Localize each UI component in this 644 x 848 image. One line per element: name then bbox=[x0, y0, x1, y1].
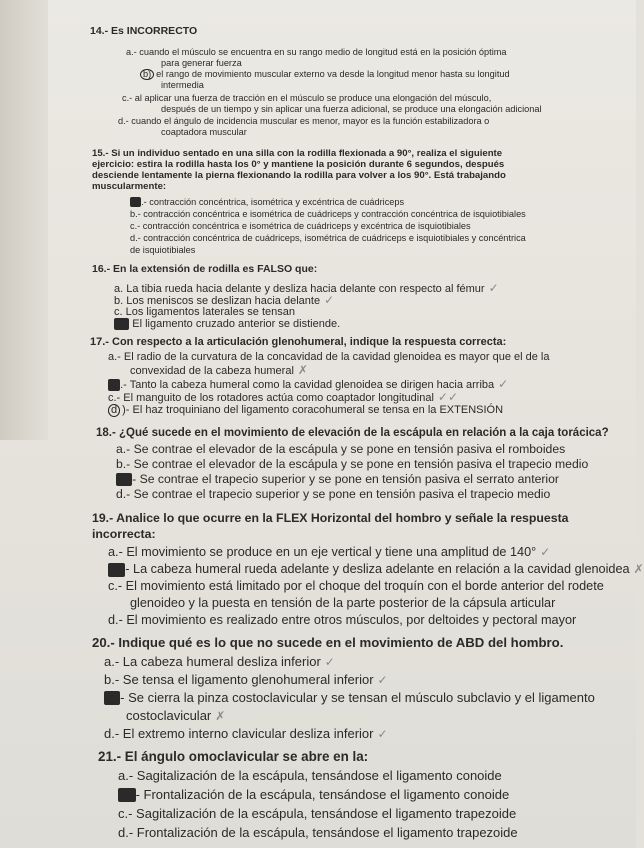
q14-option-a-line1: a.- cuando el músculo se encuentra en su rango medio de longitud está en la posición óptima bbox=[126, 47, 507, 57]
q15-option-a bbox=[130, 197, 404, 207]
q20-option-b-text: b.- Se tensa el ligamento glenohumeral inferior bbox=[104, 672, 374, 687]
q14-option-c-line2: después de un tiempo y sin aplicar una fuerza adicional, se produce una elongación adicional bbox=[161, 104, 542, 114]
q17-b-highlight: b bbox=[108, 379, 120, 391]
cross-icon: ✗ bbox=[297, 363, 308, 377]
cross-icon: ✗ bbox=[633, 562, 644, 576]
q19-option-b bbox=[108, 563, 644, 577]
q20-option-d bbox=[104, 727, 388, 741]
cross-icon: ✗ bbox=[215, 709, 226, 723]
q20-option-c-line2-text: costoclavicular bbox=[126, 708, 212, 723]
check-icon: ✓ bbox=[324, 293, 335, 307]
q14-title: 14.- Es INCORRECTO bbox=[90, 25, 198, 37]
q17-d-circle: d bbox=[108, 404, 120, 417]
q18-option-d: d.- Se contrae el trapecio superior y se pone en tensión pasiva el trapecio medio bbox=[116, 487, 551, 501]
q15-option-b: b.- contracción concéntrica e isométrica de cuádriceps y contracción concéntrica de isquiotibiales bbox=[130, 209, 526, 219]
q21-option-d: d.- Frontalización de la escápula, tensándose el ligamento trapezoide bbox=[118, 825, 518, 840]
q17-option-d-text: )- El haz troquiniano del ligamento coracohumeral se tensa en la EXTENSIÓN bbox=[122, 404, 504, 416]
q15-title-line2: ejercicio: estira la rodilla hasta los 0° y mantiene la posición durante 6 segundos, después bbox=[92, 159, 505, 170]
q19-option-d: d.- El movimiento es realizado entre otros músculos, por deltoides y pectoral mayor bbox=[108, 613, 577, 627]
q20-option-b bbox=[104, 673, 388, 687]
q14-option-b bbox=[140, 69, 510, 80]
q19-option-a bbox=[108, 546, 550, 560]
q15-option-a-text: .- contracción concéntrica, isométrica y excéntrica de cuádriceps bbox=[141, 197, 405, 207]
q17-option-a-line2 bbox=[130, 364, 308, 377]
q14-option-a-line2: para generar fuerza bbox=[161, 58, 242, 68]
q17-title: 17.- Con respecto a la articulación glenohumeral, indique la respuesta correcta: bbox=[90, 336, 507, 348]
q21-option-c: c.- Sagitalización de la escápula, tensándose el ligamento trapezoide bbox=[118, 806, 517, 821]
q18-c-highlight: c) bbox=[116, 473, 132, 486]
q15-option-d-line1: d.- contracción concéntrica de cuádriceps, isométrica de cuádriceps e isquiotibiales y concéntrica bbox=[130, 233, 526, 243]
q16-d-highlight: d. bbox=[114, 318, 129, 330]
q15-option-d-line2: de isquiotibiales bbox=[130, 245, 196, 255]
q17-option-a-line1: a.- El radio de la curvatura de la concavidad de la cavidad glenoidea es mayor que el de la bbox=[108, 351, 550, 363]
q14-option-d-line1: d.- cuando el ángulo de incidencia muscular es menor, mayor es la función estabilizadora o bbox=[118, 116, 490, 126]
q17-option-c-text: c.- El manguito de los rotadores actúa como coaptador longitudinal bbox=[108, 392, 434, 404]
q15-title-line1: 15.- Si un individuo sentado en una silla con la rodilla flexionada a 90°, realiza el siguiente bbox=[92, 148, 503, 159]
q21-option-a: a.- Sagitalización de la escápula, tensándose el ligamento conoide bbox=[118, 768, 502, 783]
q20-option-c-line2 bbox=[126, 709, 225, 723]
page-edge-shadow bbox=[0, 0, 48, 440]
q19-option-a-text: a.- El movimiento se produce en un eje vertical y tiene una amplitud de 140° bbox=[108, 545, 537, 559]
q20-option-d-text: d.- El extremo interno clavicular desliza inferior bbox=[104, 726, 374, 741]
q20-option-a bbox=[104, 655, 335, 669]
check-icon: ✓ bbox=[377, 673, 388, 687]
q18-option-c-text: - Se contrae el trapecio superior y se pone en tensión pasiva el serrato anterior bbox=[132, 472, 559, 486]
q15-option-c: c.- contracción concéntrica e isométrica de cuádriceps y excéntrica de isquiotibiales bbox=[130, 221, 471, 231]
q17-option-a-line2-text: convexidad de la cabeza humeral bbox=[130, 365, 294, 377]
q18-option-a: a.- Se contrae el elevador de la escápula y se pone en tensión pasiva el romboides bbox=[116, 442, 566, 456]
q14-option-c-line1: c.- al aplicar una fuerza de tracción en el músculo se produce una elongación del músculo, bbox=[122, 93, 492, 103]
q14-option-d-line2: coaptadora muscular bbox=[161, 127, 247, 137]
q20-c-highlight: c. bbox=[104, 691, 120, 705]
q14-option-b-line1: el rango de movimiento muscular externo va desde la longitud menor hasta su longitud bbox=[156, 69, 510, 79]
q15-a-highlight: a bbox=[130, 197, 141, 207]
q18-option-b: b.- Se contrae el elevador de la escápula y se pone en tensión pasiva el trapecio medio bbox=[116, 457, 589, 471]
q17-option-b-text: .- Tanto la cabeza humeral como la cavidad glenoidea se dirigen hacia arriba bbox=[120, 379, 495, 391]
check-icon: ✓ bbox=[324, 655, 335, 669]
q16-option-a-text: a. La tibia rueda hacia delante y desliza hacia delante con respecto al fémur bbox=[114, 283, 485, 295]
q20-option-c-text: - Se cierra la pinza costoclavicular y se tensan el músculo subclavio y el ligamento bbox=[120, 690, 595, 705]
q19-option-c-line2: glenoideo y la puesta en tensión de la parte posterior de la cápsula articular bbox=[130, 596, 556, 610]
check-icon: ✓ bbox=[488, 281, 499, 295]
q20-title: 20.- Indique qué es lo que no sucede en el movimiento de ABD del hombro. bbox=[92, 635, 564, 650]
q17-option-d bbox=[108, 404, 503, 417]
check-icon: ✓ bbox=[540, 545, 551, 559]
check-icon: ✓ bbox=[377, 727, 388, 741]
q19-option-c-line1: c.- El movimiento está limitado por el choque del troquín con el borde anterior del rodete bbox=[108, 579, 604, 593]
q16-option-c: c. Los ligamentos laterales se tensan bbox=[114, 306, 295, 318]
q15-title-line3: desciende lentamente la pierna flexionando la rodilla para volver a los 90°. Está trabajando bbox=[92, 170, 506, 181]
q20-option-a-text: a.- La cabeza humeral desliza inferior bbox=[104, 654, 321, 669]
q19-title-line2: incorrecta: bbox=[92, 527, 156, 541]
q15-title-line4: muscularmente: bbox=[92, 181, 167, 192]
q16-option-d-text: El ligamento cruzado anterior se distiende. bbox=[132, 318, 341, 330]
q21-title: 21.- El ángulo omoclavicular se abre en la: bbox=[98, 749, 369, 764]
check-icon: ✓ bbox=[498, 377, 509, 391]
q19-b-highlight: b) bbox=[108, 563, 125, 577]
q18-option-c bbox=[116, 473, 559, 486]
q16-option-d bbox=[114, 318, 340, 330]
q19-title-line1: 19.- Analice lo que ocurre en la FLEX Horizontal del hombro y señale la respuesta bbox=[92, 511, 569, 525]
q16-title: 16.- En la extensión de rodilla es FALSO que: bbox=[92, 263, 318, 275]
q16-option-b-text: b. Los meniscos se deslizan hacia delante bbox=[114, 295, 321, 307]
q21-option-b-text: - Frontalización de la escápula, tensándose el ligamento conoide bbox=[135, 787, 510, 802]
q17-option-c bbox=[108, 391, 458, 404]
q21-option-b bbox=[118, 788, 509, 802]
q19-option-b-text: - La cabeza humeral rueda adelante y desliza adelante en relación a la cavidad glenoidea bbox=[125, 562, 630, 576]
q14-option-b-line2: intermedia bbox=[161, 80, 204, 90]
q14-b-circle: b) bbox=[140, 69, 154, 80]
q18-title: 18.- ¿Qué sucede en el movimiento de elevación de la escápula en relación a la caja torácica? bbox=[96, 427, 609, 439]
q20-option-c-line1 bbox=[104, 691, 595, 705]
q21-b-highlight: b) bbox=[118, 788, 136, 802]
check-icon: ✓✓ bbox=[437, 390, 459, 404]
